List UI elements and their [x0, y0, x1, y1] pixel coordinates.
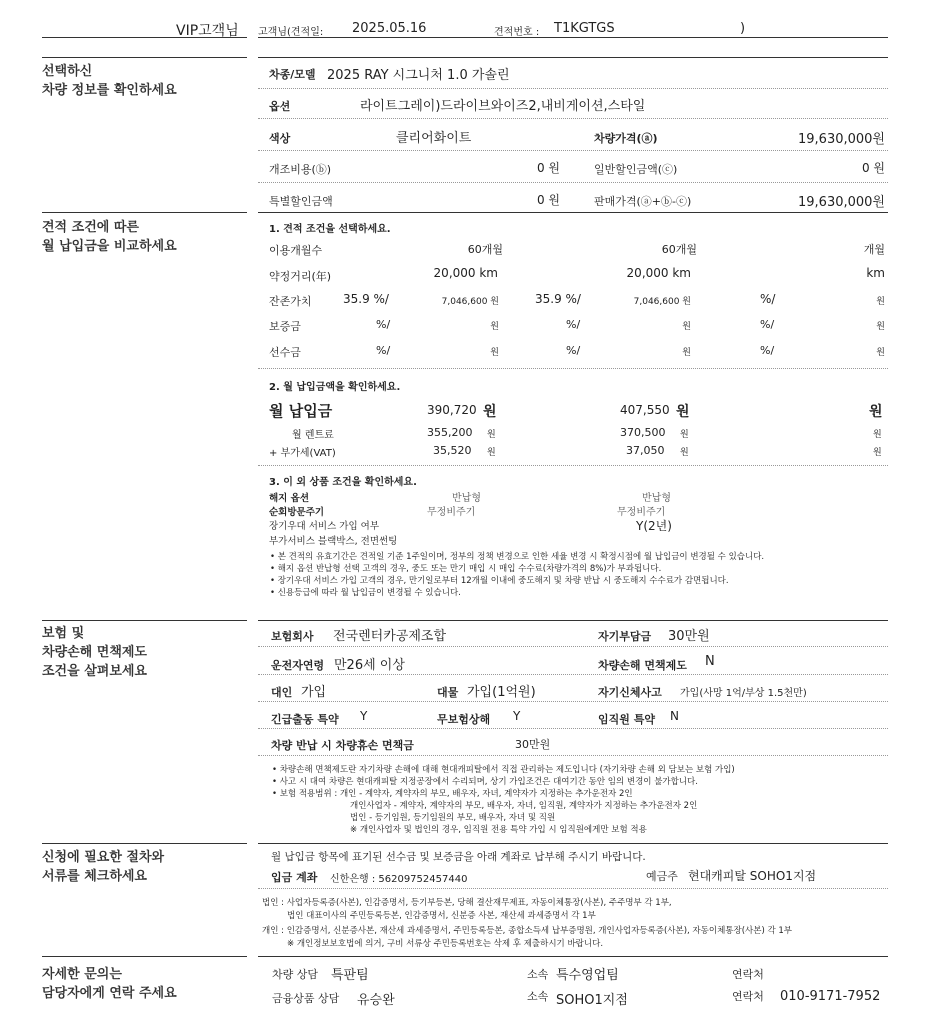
color-value: 클리어화이트	[396, 131, 472, 146]
monthly-won-1: 원	[483, 404, 497, 420]
section3-title: 보험 및 차량손해 면책제도 조건을 살펴보세요	[42, 626, 147, 679]
mileage-2: 20,000 km	[626, 266, 691, 280]
prepay-label: 선수금	[269, 346, 301, 359]
return-fee: 30만원	[515, 738, 551, 751]
period-3: 개월	[863, 243, 885, 256]
deposit-amt-3: 원	[876, 322, 885, 332]
visit-1: 무정비주기	[427, 507, 476, 518]
option-value: 라이트그레이)드라이브와이즈2,내비게이션,스타일	[360, 99, 646, 114]
sec2-note: • 신용등급에 따라 월 납입금이 변경될 수 있습니다.	[270, 588, 461, 598]
sec3-note: • 차량손해 면책제도란 자기차량 손해에 대해 현대캐피탈에서 직접 관리하는 제도입니다 (자기차량 손해 외 담보는 보험 가입)	[272, 765, 735, 775]
section4-title: 신청에 필요한 절차와 서류를 체크하세요	[42, 850, 165, 884]
sec2-note: • 해지 옵션 반납형 선택 고객의 경우, 중도 또는 만기 매입 시 매입 수수료(차량가격의 8%)가 부과됩니다.	[270, 564, 662, 574]
vehicle-price: 19,630,000원	[798, 132, 885, 147]
prepay-amt-2: 원	[682, 348, 691, 358]
period-label: 이용개월수	[269, 244, 323, 257]
monthly-2: 407,550	[620, 403, 670, 417]
property: 가입(1억원)	[467, 685, 536, 700]
special-discount-label: 특별할인금액	[269, 195, 333, 208]
residual-amt-2: 7,046,600 원	[633, 297, 691, 307]
cancel-opt-1: 반납형	[452, 493, 481, 504]
doc-requirement: ※ 개인정보보호법에 의거, 구비 서류상 주민등록번호는 삭제 후 제출하시기 바랍니다.	[287, 939, 604, 949]
vat-label: + 부가세(VAT)	[269, 448, 336, 459]
payment-instruction: 월 납입금 항목에 표기된 선수금 및 보증금을 아래 계좌로 납부해 주시기 바랍니다.	[271, 851, 646, 863]
sec3-note: 법인 - 등기임원, 등기임원의 부모, 배우자, 자녀 및 직원	[350, 813, 556, 823]
contact-label-2: 연락처	[732, 990, 764, 1003]
longterm-2: Y(2년)	[636, 519, 672, 533]
employee-label: 임직원 특약	[598, 713, 655, 726]
emergency: Y	[360, 709, 368, 723]
sec3-note: 개인사업자 - 계약자, 계약자의 부모, 배우자, 자녀, 임직원, 계약자가 지정하는 추가운전자 2인	[350, 801, 698, 811]
longterm-label: 장기우대 서비스 가입 여부	[269, 521, 380, 532]
rent-won-2: 원	[680, 430, 689, 440]
monthly-won-3: 원	[869, 404, 883, 420]
residual-amt-3: 원	[876, 297, 885, 307]
residual-amt-1: 7,046,600 원	[441, 297, 499, 307]
model-value: 2025 RAY 시그니처 1.0 가솔린	[327, 68, 510, 83]
rent-won-3: 원	[873, 430, 882, 440]
vat-2: 37,050	[626, 444, 665, 457]
employee: N	[670, 709, 679, 723]
doc-requirement: 법인 : 사업자등록증(사본), 인감증명서, 등기부등본, 당해 결산재무제표, 자동이체통장(사본), 주주명부 각 1부,	[262, 898, 672, 908]
dept-2: SOHO1지점	[556, 993, 628, 1008]
prepay-amt-1: 원	[490, 348, 499, 358]
quote-no-label: 견적번호 :	[494, 27, 540, 38]
color-label: 색상	[269, 132, 291, 145]
doc-requirement: 법인 대표이사의 주민등록등본, 인감증명서, 신분증 사본, 재산세 과세증명서 각 1부	[287, 911, 596, 921]
bodily-label: 대인	[271, 686, 293, 699]
rent-2: 370,500	[620, 426, 666, 439]
uninsured: Y	[513, 709, 521, 723]
prepay-pct-2: %/	[566, 344, 581, 357]
monthly-1: 390,720	[427, 403, 477, 417]
fin-consult-label: 금융상품 상담	[272, 992, 340, 1005]
account-label: 입금 계좌	[271, 871, 318, 884]
mileage-label: 약정거리(年)	[269, 270, 332, 283]
insurer: 전국렌터카공제조합	[333, 629, 447, 644]
insurer-label: 보험회사	[271, 630, 314, 643]
rent-label: 월 렌트료	[292, 430, 334, 441]
holder-label: 예금주	[646, 870, 678, 883]
customer-name: VIP고객님	[176, 23, 239, 39]
car-consult: 특판팀	[331, 968, 369, 983]
special-discount: 0 원	[536, 193, 560, 207]
cancel-opt-label: 해지 옵션	[269, 493, 310, 504]
monthly-label: 월 납입금	[269, 402, 333, 420]
residual-pct-1: 35.9 %/	[343, 292, 389, 306]
return-fee-label: 차량 반납 시 차량휴손 면책금	[271, 739, 414, 752]
contact-label-1: 연락처	[732, 968, 764, 981]
general-discount-label: 일반할인금액(ⓒ)	[594, 163, 678, 176]
emergency-label: 긴급출동 특약	[271, 713, 339, 726]
self-injury: 가입(사망 1억/부상 1.5천만)	[680, 688, 807, 699]
step1-label: 1. 견적 조건을 선택하세요.	[269, 224, 391, 235]
uninsured-label: 무보험상해	[437, 713, 491, 726]
sec3-note: • 보험 적용범위 : 개인 - 계약자, 계약자의 부모, 배우자, 자녀, 계약자가 지정하는 추가운전자 2인	[272, 789, 633, 799]
mileage-3: km	[866, 266, 885, 280]
dept-1: 특수영업팀	[556, 968, 619, 983]
driver-age-label: 운전자연령	[271, 659, 325, 672]
vehicle-price-label: 차량가격(ⓐ)	[594, 132, 658, 145]
section5-title: 자세한 문의는 담당자에게 연락 주세요	[42, 967, 177, 1001]
quote-no: T1KGTGS	[554, 21, 615, 36]
quote-date-label: 고객님(견적일:	[258, 27, 324, 38]
rent-1: 355,200	[427, 426, 473, 439]
option-label: 옵션	[269, 100, 291, 113]
deposit-label: 보증금	[269, 320, 301, 333]
quote-close-paren: )	[740, 21, 746, 36]
rent-won-1: 원	[487, 430, 496, 440]
extra-service: 부가서비스 블랙박스, 전면썬팅	[269, 536, 398, 547]
vat-won-3: 원	[873, 448, 882, 458]
prepay-pct-3: %/	[760, 344, 775, 357]
sec2-note: • 장기우대 서비스 가입 고객의 경우, 만기일로부터 12개월 이내에 중도해지 및 차량 반납 시 중도해지 수수료가 감면됩니다.	[270, 576, 729, 586]
dept-label-1: 소속	[527, 968, 549, 981]
step2-label: 2. 월 납입금액을 확인하세요.	[269, 382, 401, 393]
monthly-won-2: 원	[676, 404, 690, 420]
visit-2: 무정비주기	[617, 507, 666, 518]
driver-age: 만26세 이상	[334, 658, 405, 673]
visit-label: 순회방문주기	[269, 507, 325, 518]
property-label: 대물	[437, 686, 459, 699]
section1-title: 선택하신 차량 정보를 확인하세요	[42, 64, 177, 98]
damage-waiver-label: 차량손해 면책제도	[598, 659, 687, 672]
sec2-note: • 본 견적의 유효기간은 견적일 기준 1주일이며, 정부의 정책 변경으로 인한 세율 변경 시 확정시점에 월 납입금이 변경될 수 있습니다.	[270, 552, 765, 562]
damage-waiver: N	[705, 654, 715, 669]
vat-1: 35,520	[433, 444, 472, 457]
fin-consult: 유승완	[357, 993, 395, 1008]
residual-pct-2: 35.9 %/	[535, 292, 581, 306]
sale-price: 19,630,000원	[798, 195, 885, 210]
self-pay: 30만원	[668, 629, 710, 644]
model-label: 차종/모델	[269, 68, 316, 81]
deposit-pct-2: %/	[566, 318, 581, 331]
deposit-amt-2: 원	[682, 322, 691, 332]
residual-pct-3: %/	[760, 292, 776, 306]
deposit-pct-1: %/	[376, 318, 391, 331]
bodily: 가입	[301, 685, 327, 700]
sec3-note: ※ 개인사업자 및 법인의 경우, 임직원 전용 특약 가입 시 임직원에게만 보험 적용	[350, 825, 647, 835]
period-1: 60개월	[467, 243, 503, 256]
account: 신한은행 : 56209752457440	[330, 874, 468, 885]
doc-requirement: 개인 : 인감증명서, 신분증사본, 재산세 과세증명서, 주민등록등본, 종합소득세 납부증명원, 개인사업자등록증(사본), 자동이체통장(사본) 각 1부	[262, 926, 792, 936]
dept-label-2: 소속	[527, 990, 549, 1003]
general-discount: 0 원	[861, 161, 885, 175]
vat-won-1: 원	[487, 448, 496, 458]
prepay-pct-1: %/	[376, 344, 391, 357]
deposit-pct-3: %/	[760, 318, 775, 331]
period-2: 60개월	[661, 243, 697, 256]
vat-won-2: 원	[680, 448, 689, 458]
mod-cost-label: 개조비용(ⓑ)	[269, 163, 332, 176]
car-consult-label: 차량 상담	[272, 968, 319, 981]
sale-price-label: 판매가격(ⓐ+ⓑ-ⓒ)	[594, 195, 692, 208]
quote-date: 2025.05.16	[352, 21, 427, 36]
mod-cost: 0 원	[536, 161, 560, 175]
cancel-opt-2: 반납형	[642, 493, 671, 504]
section2-title: 견적 조건에 따른 월 납입금을 비교하세요	[42, 220, 177, 254]
self-pay-label: 자기부담금	[598, 630, 652, 643]
self-injury-label: 자기신체사고	[598, 686, 662, 699]
residual-label: 잔존가치	[269, 295, 312, 308]
mileage-1: 20,000 km	[433, 266, 498, 280]
holder: 현대캐피탈 SOHO1지점	[688, 869, 817, 883]
contact-2: 010-9171-7952	[780, 989, 881, 1004]
prepay-amt-3: 원	[876, 348, 885, 358]
step3-label: 3. 이 외 상품 조건을 확인하세요.	[269, 477, 417, 488]
sec3-note: • 사고 시 대여 차량은 현대캐피탈 지정공장에서 수리되며, 상기 가입조건은 대여기간 동안 임의 변경이 불가합니다.	[272, 777, 698, 787]
deposit-amt-1: 원	[490, 322, 499, 332]
